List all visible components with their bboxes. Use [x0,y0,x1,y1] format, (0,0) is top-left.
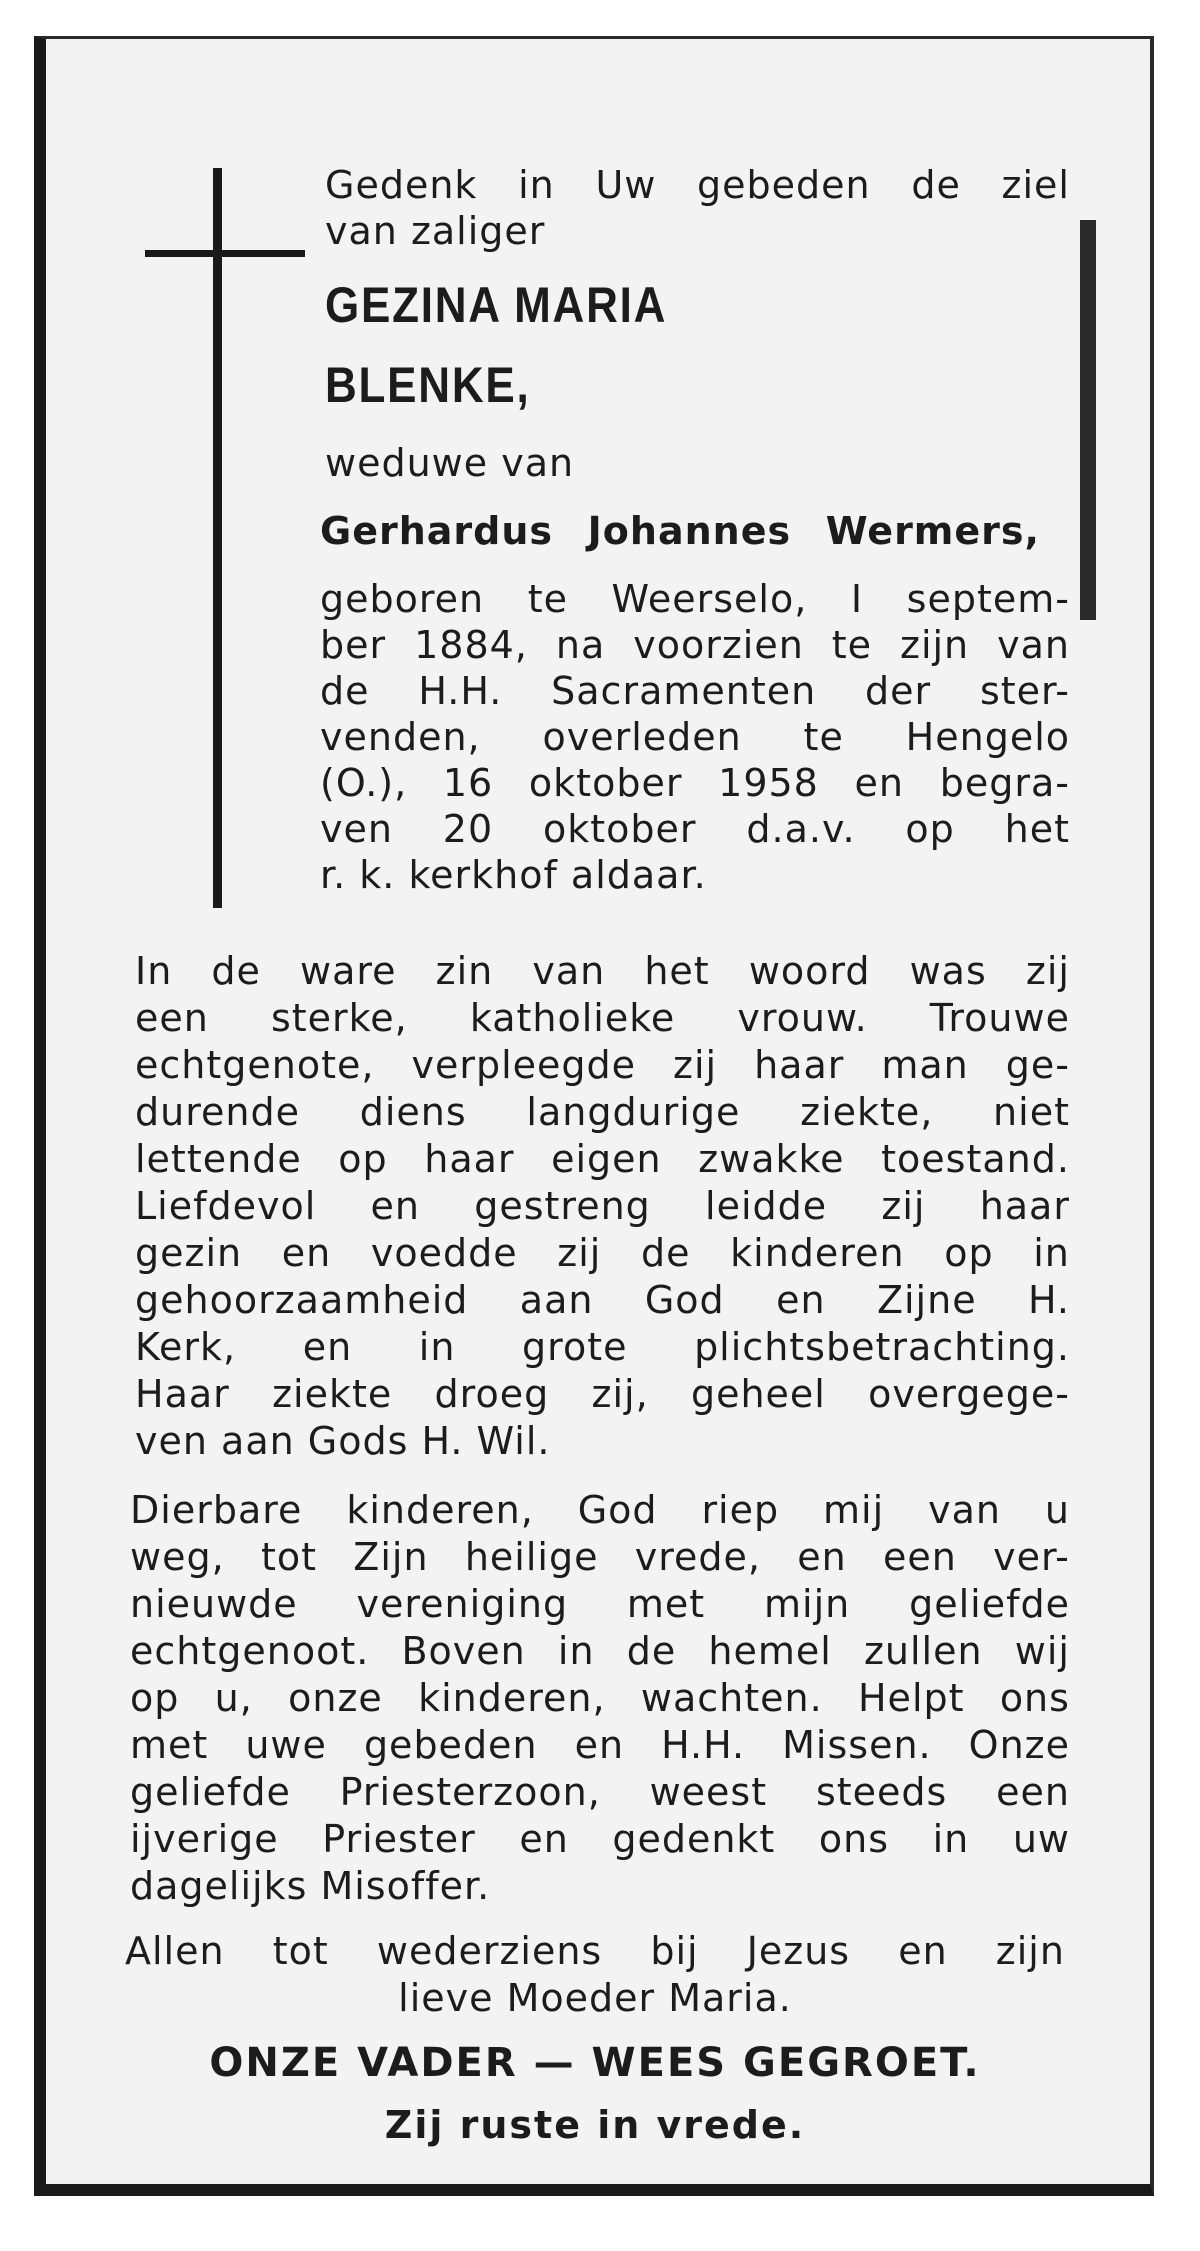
word: in [418,1325,456,1369]
word: niet [993,1090,1070,1134]
word: geliefde [909,1582,1070,1626]
word: en [281,1231,332,1275]
word: in [518,163,555,207]
word: te [831,623,873,667]
word: het [644,949,710,993]
prayer-line: ONZE VADER — WEES GEGROET. [209,2040,981,2086]
word: Priesterzoon, [339,1770,601,1814]
word: haar [754,1043,845,1087]
word: lettende [135,1137,302,1181]
word: ber [320,623,387,667]
word: haar [424,1137,515,1181]
word: der [865,669,932,713]
word: een [996,1770,1070,1814]
word: 1884, [414,623,528,667]
bio-line: r. k. kerkhof aldaar. [320,853,707,897]
paragraph1-line [135,1277,1070,1323]
paragraph2-line [130,1534,1070,1580]
word: ziel [1001,163,1070,207]
word: ziekte [272,1372,393,1416]
widow-of-label: weduwe van [325,441,575,485]
word: plichtsbetrachting. [694,1325,1070,1369]
word: ster- [979,669,1070,713]
bio-line [320,806,1070,852]
word: God [644,1278,725,1322]
word: begra- [939,761,1070,805]
paragraph2-line [130,1581,1070,1627]
word: Johannes [587,509,792,553]
word: was [909,949,987,993]
word: steeds [815,1770,948,1814]
word: woord [748,949,871,993]
deceased-surname: BLENKE, [325,357,531,413]
paragraph1-line [135,1183,1070,1229]
word: ijverige [130,1817,279,1861]
word: 20 [442,807,494,851]
word: Trouwe [929,996,1070,1040]
rest-in-peace-line: Zij ruste in vrede. [384,2103,806,2147]
husband-name [320,508,1040,554]
word: sterke, [270,996,408,1040]
word: op [944,1231,994,1275]
word: heilige [464,1535,599,1579]
intro-line-2: van zaliger [325,209,546,253]
word: Priester [322,1817,476,1861]
paragraph1-line [135,1371,1070,1417]
word: Helpt [857,1676,965,1720]
word: aan [519,1278,594,1322]
word: tot [260,1535,318,1579]
word: langdurige [526,1090,741,1134]
word: echtgenote, [135,1043,375,1087]
word: gebeden [697,163,871,207]
word: zij [1025,949,1070,993]
word: Allen [125,1929,225,1973]
word: ver- [993,1535,1070,1579]
word: ware [300,949,397,993]
word: haar [979,1184,1070,1228]
paragraph2-line [130,1722,1070,1768]
word: een [135,996,209,1040]
word: katholieke [469,996,676,1040]
paragraph2-line [130,1769,1070,1815]
word: echtgenoot. [130,1629,370,1673]
word: zij, [591,1372,649,1416]
word: kinderen [730,1231,905,1275]
word: ven [320,807,393,851]
word: Zijne [876,1278,977,1322]
word: In [135,949,173,993]
word: van [928,1488,1001,1532]
word: toestand. [881,1137,1070,1181]
word: en [898,1929,948,1973]
word: tot [272,1929,329,1973]
word: diens [359,1090,467,1134]
word: 16 [442,761,494,805]
cross-horizontal-bar [145,250,305,257]
word: uw [1012,1817,1070,1861]
word: H.H. [661,1723,746,1767]
paragraph1-line [135,1324,1070,1370]
word: gehoorzaamheid [135,1278,469,1322]
paragraph1-line [135,1136,1070,1182]
word: mijn [764,1582,851,1626]
word: eigen [551,1137,662,1181]
word: zij [557,1231,602,1275]
word: venden, [320,715,481,759]
word: oktober [528,761,683,805]
bio-line [320,576,1070,622]
word: vrede, [634,1535,761,1579]
word: ziekte, [800,1090,934,1134]
word: voedde [370,1231,518,1275]
word: Dierbare [130,1488,303,1532]
word: geheel [690,1372,826,1416]
word: zij [881,1184,926,1228]
word: kinderen, [418,1676,606,1720]
word: durende [135,1090,300,1134]
card-edge-shadow [1080,220,1096,620]
word: Haar [135,1372,230,1416]
word: Kerk, [135,1325,237,1369]
word: Onze [968,1723,1070,1767]
word: Uw [595,163,657,207]
word: u, [214,1676,253,1720]
word: H. [1028,1278,1070,1322]
word: mij [823,1488,885,1532]
word: de [211,949,261,993]
word: en [370,1184,420,1228]
word: gedenkt [612,1817,776,1861]
word: ons [818,1817,890,1861]
paragraph1-line [135,995,1070,1041]
word: droeg [434,1372,550,1416]
word: oktober [543,807,697,851]
paragraph1-line: ven aan Gods H. Wil. [135,1419,551,1463]
word: te [803,715,844,759]
word: gestreng [474,1184,651,1228]
word: en [519,1817,569,1861]
word: zijn [900,623,970,667]
word: Zijn [353,1535,429,1579]
word: overgege- [868,1372,1070,1416]
word: gebeden [363,1723,538,1767]
word: onze [288,1676,383,1720]
word: grote [522,1325,628,1369]
word: wachten. [640,1676,823,1720]
word: ge- [1005,1043,1070,1087]
paragraph2-line: dagelijks Misoffer. [130,1864,491,1908]
word: zullen [863,1629,983,1673]
bio-line [320,760,1070,806]
word: op [905,807,955,851]
word: zijn [995,1929,1065,1973]
word: H.H. [418,669,503,713]
word: Gedenk [325,163,478,207]
word: zij [673,1043,718,1087]
cross-vertical-bar [213,168,222,908]
word: leidde [705,1184,828,1228]
word: Wermers, [825,509,1040,553]
word: op [338,1137,388,1181]
word: weest [649,1770,768,1814]
word: in [1033,1231,1070,1275]
word: riep [701,1488,780,1532]
word: in [932,1817,970,1861]
word: met [130,1723,209,1767]
word: geliefde [130,1770,291,1814]
word: u [1044,1488,1070,1532]
word: na [555,623,606,667]
farewell-line-2: lieve Moeder Maria. [398,1976,792,2020]
word: geboren [320,577,485,621]
word: ons [999,1676,1070,1720]
paragraph2-line [130,1487,1070,1533]
word: de [320,669,370,713]
word: Missen. [782,1723,932,1767]
word: het [1004,807,1070,851]
word: Boven [401,1629,526,1673]
paragraph1-line [135,1230,1070,1276]
word: Gerhardus [320,509,554,553]
word: bij [650,1929,699,1973]
word: nieuwde [130,1582,298,1626]
word: verpleegde [411,1043,637,1087]
word: de [641,1231,691,1275]
word: vereniging [356,1582,569,1626]
deceased-first-names: GEZINA MARIA [325,277,668,333]
word: septem- [906,577,1070,621]
intro-line-1 [325,162,1070,208]
word: God [577,1488,658,1532]
word: en [574,1723,625,1767]
bio-line [320,714,1070,760]
word: man [881,1043,969,1087]
word: op [130,1676,180,1720]
paragraph1-line [135,948,1070,994]
word: vrouw. [737,996,868,1040]
bio-line [320,668,1070,714]
word: I [850,577,864,621]
word: Hengelo [905,715,1070,759]
farewell-line-1 [125,1928,1065,1974]
word: wij [1014,1629,1070,1673]
word: zin [435,949,494,993]
word: van [532,949,606,993]
word: zwakke [698,1137,845,1181]
word: hemel [708,1629,832,1673]
word: en [797,1535,847,1579]
paragraph2-line [130,1816,1070,1862]
bio-line [320,622,1070,668]
word: d.a.v. [746,807,856,851]
word: uwe [245,1723,327,1767]
word: Jezus [746,1929,851,1973]
word: Weerselo, [611,577,808,621]
word: gezin [135,1231,243,1275]
paragraph1-line [135,1089,1070,1135]
word: voorzien [633,623,804,667]
word: overleden [542,715,742,759]
paragraph1-line [135,1042,1070,1088]
word: Sacramenten [551,669,817,713]
word: een [883,1535,957,1579]
word: en [776,1278,826,1322]
word: in [557,1629,595,1673]
word: weg, [130,1535,225,1579]
paragraph2-line [130,1628,1070,1674]
word: en [302,1325,353,1369]
word: met [626,1582,706,1626]
word: te [527,577,568,621]
paragraph2-line [130,1675,1070,1721]
word: 1958 [718,761,819,805]
word: de [626,1629,677,1673]
word: kinderen, [346,1488,534,1532]
word: van [997,623,1070,667]
word: en [854,761,905,805]
word: de [911,163,961,207]
word: (O.), [320,761,408,805]
word: wederziens [376,1929,603,1973]
word: Liefdevol [135,1184,317,1228]
